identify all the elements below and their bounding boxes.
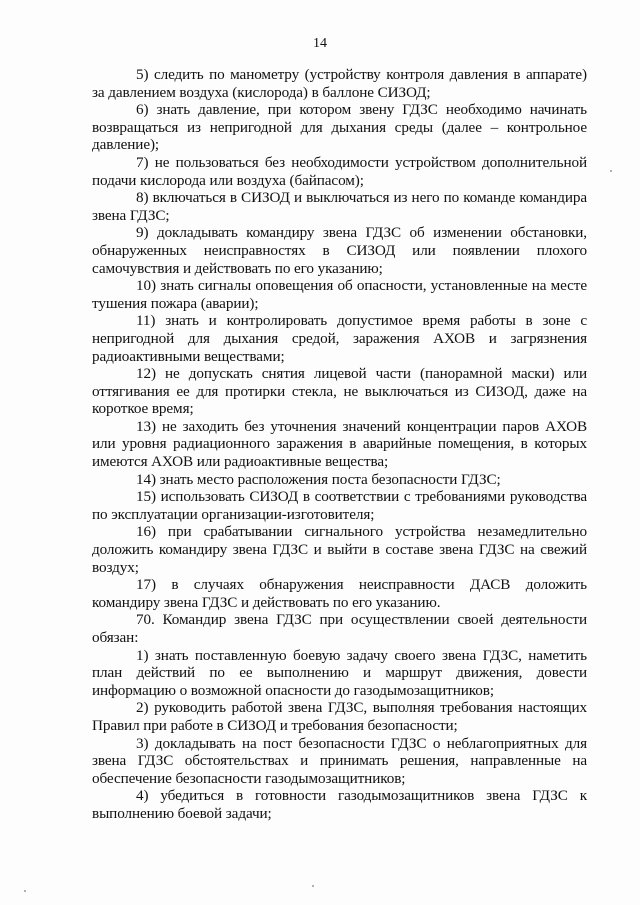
paragraph-70-item-3: 3) докладывать на пост безопасности ГДЗС о неблагоприятных для звена ГДЗС обстоятельствах и принимать решения, направленные на обеспечение безопасности газодымозащитников;	[92, 734, 587, 787]
scan-speck	[610, 170, 612, 172]
section-70-heading: 70. Командир звена ГДЗС при осуществлении своей деятельности обязан:	[92, 611, 587, 646]
document-body	[92, 66, 587, 823]
scan-speck	[312, 885, 314, 887]
paragraph-70-item-4: 4) убедиться в готовности газодымозащитников звена ГДЗС к выполнению боевой задачи;	[92, 787, 587, 822]
paragraph-70-item-1: 1) знать поставленную боевую задачу своего звена ГДЗС, наметить план действий по ее выполнению и маршрут движения, довести информацию о возможной опасности до газодымозащитников;	[92, 646, 587, 699]
paragraph-item-11: 11) знать и контролировать допустимое время работы в зоне с непригодной для дыхания средой, заражения АХОВ и загрязнения радиоактивными веществами;	[92, 312, 587, 365]
paragraph-item-13: 13) не заходить без уточнения значений концентрации паров АХОВ или уровня радиационного заражения в аварийные помещения, в которых имеются АХОВ или радиоактивные вещества;	[92, 417, 587, 471]
page-number: 14	[313, 36, 327, 51]
paragraph-item-16: 16) при срабатывании сигнального устройства незамедлительно доложить командиру звена ГДЗС и выйти в составе звена ГДЗС на свежий воздух;	[92, 523, 587, 576]
paragraph-item-6: 6) знать давление, при котором звену ГДЗС необходимо начинать возвращаться из непригодной для дыхания среды (далее – контрольное давление);	[92, 101, 587, 154]
paragraph-item-14: 14) знать место расположения поста безопасности ГДЗС;	[136, 470, 501, 488]
paragraph-item-15: 15) использовать СИЗОД в соответствии с требованиями руководства по эксплуатации организации-изготовителя;	[92, 488, 587, 523]
scan-speck	[24, 890, 26, 892]
paragraph-item-9: 9) докладывать командиру звена ГДЗС об изменении обстановки, обнаруженных неисправностях в СИЗОД или появлении плохого самочувствия и действовать по его указанию;	[92, 224, 587, 277]
paragraph-70-item-2: 2) руководить работой звена ГДЗС, выполняя требования настоящих Правил при работе в СИЗОД и требования безопасности;	[92, 699, 587, 734]
paragraph-item-12: 12) не допускать снятия лицевой части (панорамной маски) или оттягивания ее для протирки стекла, не выключаться из СИЗОД, даже на короткое время;	[92, 365, 587, 418]
paragraph-item-10: 10) знать сигналы оповещения об опасности, установленные на месте тушения пожара (аварии);	[92, 277, 587, 312]
paragraph-item-8: 8) включаться в СИЗОД и выключаться из него по команде командира звена ГДЗС;	[92, 189, 587, 224]
paragraph-item-7: 7) не пользоваться без необходимости устройством дополнительной подачи кислорода или воздуха (байпасом);	[92, 153, 587, 189]
paragraph-item-17: 17) в случаях обнаружения неисправности ДАСВ доложить командиру звена ГДЗС и действовать по его указанию.	[92, 576, 587, 611]
paragraph-item-5: 5) следить по манометру (устройству контроля давления в аппарате) за давлением воздуха (кислорода) в баллоне СИЗОД;	[92, 66, 587, 101]
